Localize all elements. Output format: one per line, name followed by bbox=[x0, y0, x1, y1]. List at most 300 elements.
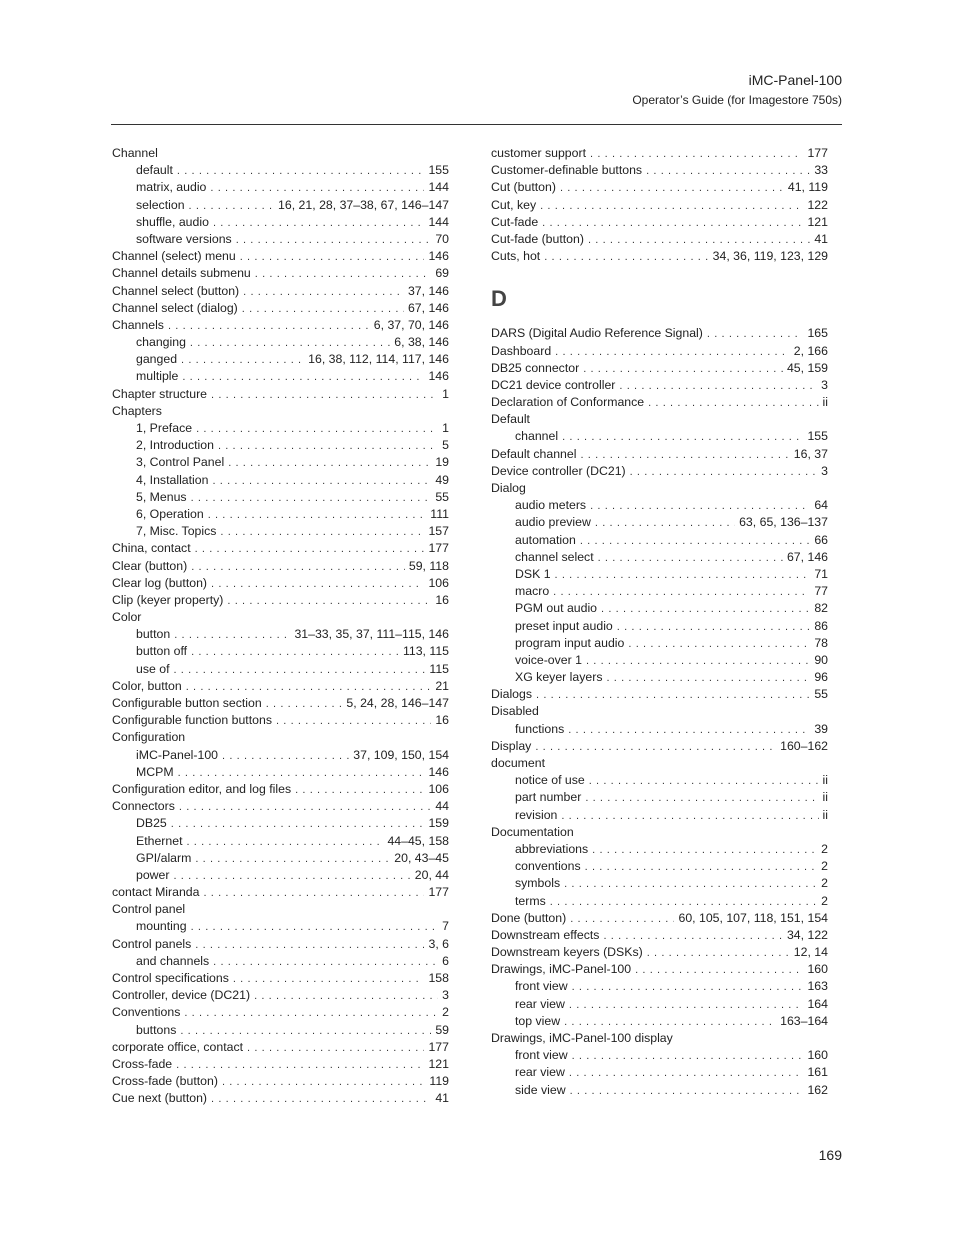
index-term: Color, button bbox=[112, 678, 182, 693]
index-subentry bbox=[112, 215, 449, 232]
index-term: Control specifications bbox=[112, 971, 229, 985]
index-term: 1, Preface bbox=[136, 421, 193, 435]
index-subentry bbox=[112, 851, 449, 868]
dot-leader bbox=[178, 767, 425, 779]
index-subentry bbox=[112, 524, 449, 541]
page-references: 77 bbox=[814, 584, 828, 599]
page-references: 122 bbox=[807, 197, 828, 212]
index-entry bbox=[491, 163, 828, 180]
index-entry bbox=[112, 404, 449, 421]
index-entry bbox=[491, 464, 828, 481]
dot-leader bbox=[236, 234, 432, 246]
index-term: iMC-Panel-100 bbox=[136, 747, 219, 762]
dot-leader bbox=[195, 543, 425, 555]
dot-leader bbox=[171, 818, 425, 830]
index-subentry bbox=[112, 455, 449, 472]
index-subentry bbox=[112, 352, 449, 369]
index-term: DSK 1 bbox=[515, 566, 551, 581]
page-references: 2 bbox=[442, 1005, 449, 1020]
index-entry bbox=[112, 301, 449, 318]
page-references: 162 bbox=[807, 1082, 828, 1097]
header-title: iMC-Panel-100 bbox=[748, 72, 842, 88]
page-references: 163 bbox=[807, 979, 828, 994]
index-term: button bbox=[136, 627, 171, 642]
index-term: Cross-fade bbox=[112, 1056, 173, 1071]
index-term: Device controller (DC21) bbox=[491, 463, 626, 478]
index-term: front view bbox=[515, 1048, 568, 1063]
index-entry bbox=[491, 962, 828, 979]
index-column-left bbox=[112, 146, 449, 1109]
dot-leader bbox=[211, 1093, 431, 1105]
dot-leader bbox=[564, 878, 817, 890]
dot-leader bbox=[598, 552, 783, 564]
index-subentry bbox=[491, 997, 828, 1014]
index-entry bbox=[491, 395, 828, 412]
dot-leader bbox=[583, 363, 783, 375]
index-entry bbox=[112, 284, 449, 301]
dot-leader bbox=[213, 956, 438, 968]
index-subentry bbox=[112, 748, 449, 765]
page-references: 160 bbox=[807, 1048, 828, 1063]
index-entry bbox=[491, 911, 828, 928]
page-references: 164 bbox=[807, 996, 828, 1011]
dot-leader bbox=[617, 621, 811, 633]
dot-leader bbox=[586, 655, 810, 667]
page-references: 115 bbox=[429, 661, 449, 676]
index-entry bbox=[491, 412, 828, 429]
index-entry bbox=[112, 782, 449, 799]
index-term: rear view bbox=[515, 996, 565, 1011]
dot-leader bbox=[174, 629, 290, 641]
page-references: 49 bbox=[435, 472, 449, 487]
page-references: 158 bbox=[428, 971, 449, 985]
page-references: 16 bbox=[435, 592, 449, 607]
page-references: 64 bbox=[814, 498, 828, 513]
index-subentry bbox=[491, 808, 828, 825]
page-references: 16, 38, 112, 114, 117, 146 bbox=[308, 352, 449, 367]
header-divider bbox=[111, 124, 842, 125]
page-references: 34, 122 bbox=[786, 927, 828, 942]
dot-leader bbox=[595, 517, 735, 529]
index-entry bbox=[112, 1005, 449, 1022]
page-references: 3 bbox=[821, 463, 828, 478]
index-entry bbox=[112, 146, 449, 163]
page-references: 44–45, 158 bbox=[387, 833, 449, 848]
index-term: Clip (keyer property) bbox=[112, 592, 224, 607]
index-subentry bbox=[112, 644, 449, 661]
page-references: 146 bbox=[428, 249, 449, 264]
index-subentry bbox=[491, 533, 828, 550]
dot-leader bbox=[218, 440, 438, 452]
dot-leader bbox=[648, 397, 818, 409]
index-subentry bbox=[112, 473, 449, 490]
index-term: Default bbox=[491, 412, 530, 427]
index-subentry bbox=[112, 180, 449, 197]
page-references: 71 bbox=[814, 566, 828, 581]
index-subentry bbox=[491, 1065, 828, 1082]
dot-leader bbox=[191, 646, 399, 658]
page-references: 3, 6 bbox=[428, 936, 449, 951]
page-references: 5, 24, 28, 146–147 bbox=[346, 696, 449, 710]
dot-leader bbox=[184, 1007, 438, 1019]
index-term: program input audio bbox=[515, 635, 625, 650]
index-subentry bbox=[112, 919, 449, 936]
page-references: 41, 119 bbox=[787, 180, 828, 195]
page-references: 16, 37 bbox=[793, 446, 828, 461]
dot-leader bbox=[592, 844, 817, 856]
dot-leader bbox=[572, 981, 804, 993]
dot-leader bbox=[555, 569, 811, 581]
index-subentry bbox=[491, 979, 828, 996]
index-subentry bbox=[112, 198, 449, 215]
index-entry bbox=[112, 541, 449, 558]
dot-leader bbox=[560, 182, 784, 194]
dot-leader bbox=[195, 939, 424, 951]
index-entry bbox=[491, 945, 828, 962]
index-entry bbox=[112, 902, 449, 919]
index-term: Chapters bbox=[112, 403, 162, 418]
dot-leader bbox=[211, 389, 438, 401]
index-term: Cue next (button) bbox=[112, 1091, 208, 1106]
index-term: Ethernet bbox=[136, 833, 183, 848]
index-term: Channel (select) menu bbox=[112, 249, 236, 264]
page-references: 41 bbox=[435, 1091, 449, 1106]
page-references: 177 bbox=[807, 146, 828, 160]
page-references: 59, 118 bbox=[408, 558, 449, 573]
page-references: 111 bbox=[430, 506, 449, 521]
dot-leader bbox=[191, 561, 405, 573]
dot-leader bbox=[555, 346, 790, 358]
dot-leader bbox=[570, 913, 674, 925]
index-subentry bbox=[112, 834, 449, 851]
dot-leader bbox=[222, 750, 349, 762]
index-term: button off bbox=[136, 644, 188, 659]
dot-leader bbox=[189, 200, 275, 212]
dot-leader bbox=[255, 268, 432, 280]
index-subentry bbox=[491, 567, 828, 584]
index-term: top view bbox=[515, 1013, 561, 1028]
index-entry bbox=[491, 198, 828, 215]
index-term: Drawings, iMC-Panel-100 display bbox=[491, 1031, 673, 1045]
index-entry bbox=[112, 1074, 449, 1091]
page-references: 161 bbox=[807, 1065, 828, 1080]
index-term: Configuration bbox=[112, 730, 186, 745]
index-entry bbox=[491, 344, 828, 361]
dot-leader bbox=[187, 836, 384, 848]
index-term: part number bbox=[515, 790, 582, 805]
index-term: Control panel bbox=[112, 902, 186, 917]
dot-leader bbox=[174, 664, 426, 676]
index-term: Configuration editor, and log files bbox=[112, 781, 292, 796]
dot-leader bbox=[589, 775, 819, 787]
dot-leader bbox=[266, 698, 343, 710]
index-subentry bbox=[491, 790, 828, 807]
index-subentry bbox=[112, 954, 449, 971]
index-term: selection bbox=[136, 197, 185, 212]
dot-leader bbox=[561, 810, 818, 822]
dot-leader bbox=[243, 286, 404, 298]
index-term: macro bbox=[515, 584, 550, 599]
dot-leader bbox=[233, 973, 425, 985]
index-term: DC21 device controller bbox=[491, 377, 616, 392]
dot-leader bbox=[580, 535, 810, 547]
dot-leader bbox=[535, 741, 776, 753]
index-subentry bbox=[112, 421, 449, 438]
index-term: Cut (button) bbox=[491, 180, 556, 195]
index-term: 5, Menus bbox=[136, 489, 187, 504]
page-references: 7 bbox=[442, 919, 449, 934]
index-term: Configurable function buttons bbox=[112, 713, 272, 728]
index-term: Connectors bbox=[112, 799, 175, 814]
index-term: MCPM bbox=[136, 764, 174, 779]
page-references: 121 bbox=[428, 1056, 449, 1071]
dot-leader bbox=[572, 1050, 804, 1062]
page-references: 146 bbox=[428, 764, 449, 779]
index-term: Channel select (button) bbox=[112, 283, 240, 298]
page-references: ii bbox=[822, 790, 828, 805]
index-subentry bbox=[491, 619, 828, 636]
index-subentry bbox=[491, 876, 828, 893]
index-subentry bbox=[491, 773, 828, 790]
index-subentry bbox=[491, 722, 828, 739]
index-subentry bbox=[112, 335, 449, 352]
dot-leader bbox=[208, 509, 427, 521]
index-column-right bbox=[491, 146, 828, 1100]
page-references: 78 bbox=[814, 635, 828, 650]
index-term: Default channel bbox=[491, 446, 577, 461]
page-references: 113, 115 bbox=[402, 644, 449, 659]
page-references: 59 bbox=[435, 1022, 449, 1037]
dot-leader bbox=[182, 371, 424, 383]
page-references: 67, 146 bbox=[407, 300, 449, 315]
dot-leader bbox=[570, 1085, 804, 1097]
dot-leader bbox=[580, 449, 789, 461]
index-term: Channel bbox=[112, 146, 158, 160]
dot-leader bbox=[553, 586, 810, 598]
index-subentry bbox=[112, 163, 449, 180]
dot-leader bbox=[186, 681, 432, 693]
page-references: 144 bbox=[428, 180, 449, 195]
index-entry bbox=[112, 679, 449, 696]
index-term: document bbox=[491, 756, 546, 770]
index-term: multiple bbox=[136, 369, 179, 384]
page-references: 2 bbox=[821, 859, 828, 874]
index-term: use of bbox=[136, 661, 170, 676]
dot-leader bbox=[585, 861, 818, 873]
dot-leader bbox=[295, 784, 424, 796]
index-term: DB25 bbox=[136, 816, 167, 831]
index-term: Cuts, hot bbox=[491, 249, 541, 264]
index-term: 7, Misc. Topics bbox=[136, 524, 217, 539]
dot-leader bbox=[204, 887, 425, 899]
page-references: 44 bbox=[435, 799, 449, 814]
dot-leader bbox=[211, 578, 424, 590]
index-entry bbox=[491, 739, 828, 756]
page-references: 177 bbox=[428, 885, 449, 900]
index-entry bbox=[112, 1040, 449, 1057]
page-references: 19 bbox=[435, 455, 449, 470]
page-references: ii bbox=[822, 807, 828, 822]
dot-leader bbox=[646, 165, 810, 177]
index-term: Chapter structure bbox=[112, 386, 208, 401]
page-references: 96 bbox=[814, 670, 828, 685]
index-term: Control panels bbox=[112, 936, 192, 951]
page-references: 6 bbox=[442, 953, 449, 968]
page-references: 63, 65, 136–137 bbox=[739, 515, 828, 530]
index-subentry bbox=[112, 507, 449, 524]
page-references: 37, 146 bbox=[407, 283, 449, 298]
index-term: preset input audio bbox=[515, 618, 613, 633]
index-subentry bbox=[491, 1048, 828, 1065]
index-term: audio meters bbox=[515, 498, 587, 513]
page-references: 67, 146 bbox=[786, 549, 828, 564]
page-references: 2 bbox=[821, 876, 828, 891]
page-references: 160–162 bbox=[780, 738, 828, 753]
index-term: revision bbox=[515, 807, 558, 822]
index-entry bbox=[491, 825, 828, 842]
index-term: Customer-definable buttons bbox=[491, 163, 643, 178]
index-subentry bbox=[112, 765, 449, 782]
index-term: conventions bbox=[515, 859, 581, 874]
page-references: 159 bbox=[428, 816, 449, 831]
index-term: DB25 connector bbox=[491, 360, 580, 375]
index-subentry bbox=[112, 816, 449, 833]
dot-leader bbox=[590, 500, 810, 512]
dot-leader bbox=[180, 1025, 431, 1037]
index-entry bbox=[112, 559, 449, 576]
index-entry bbox=[112, 387, 449, 404]
index-term: Cut-fade bbox=[491, 214, 539, 229]
index-entry bbox=[491, 180, 828, 197]
index-entry bbox=[112, 799, 449, 816]
index-subentry bbox=[491, 653, 828, 670]
dot-leader bbox=[191, 921, 439, 933]
dot-leader bbox=[168, 320, 370, 332]
dot-leader bbox=[222, 1076, 425, 1088]
index-term: Channels bbox=[112, 317, 164, 332]
page-references: 66 bbox=[814, 532, 828, 547]
page-references: 146 bbox=[428, 369, 449, 384]
index-term: 4, Installation bbox=[136, 472, 209, 487]
index-term: Channel details submenu bbox=[112, 266, 251, 281]
index-term: default bbox=[136, 163, 173, 178]
index-term: symbols bbox=[515, 876, 561, 891]
index-term: Display bbox=[491, 738, 532, 753]
index-term: terms bbox=[515, 893, 546, 908]
dot-leader bbox=[568, 724, 810, 736]
index-entry bbox=[112, 885, 449, 902]
page-references: 70 bbox=[435, 231, 449, 246]
index-term: Controller, device (DC21) bbox=[112, 988, 251, 1003]
index-group-c bbox=[491, 146, 828, 266]
index-term: XG keyer layers bbox=[515, 670, 603, 685]
index-subentry bbox=[112, 369, 449, 386]
index-group-d bbox=[491, 326, 828, 1099]
index-term: Dashboard bbox=[491, 343, 552, 358]
index-term: Color bbox=[112, 610, 142, 625]
index-term: notice of use bbox=[515, 773, 585, 788]
dot-leader bbox=[603, 930, 783, 942]
index-term: Downstream effects bbox=[491, 927, 600, 942]
dot-leader bbox=[212, 475, 431, 487]
index-subentry bbox=[491, 515, 828, 532]
index-term: matrix, audio bbox=[136, 180, 207, 195]
index-subentry bbox=[112, 662, 449, 679]
dot-leader bbox=[588, 234, 810, 246]
page-references: 155 bbox=[807, 429, 828, 444]
index-entry bbox=[491, 704, 828, 721]
index-term: PGM out audio bbox=[515, 601, 598, 616]
page-references: 6, 37, 70, 146 bbox=[373, 317, 449, 332]
page-references: 2 bbox=[821, 841, 828, 856]
index-term: Documentation bbox=[491, 824, 574, 839]
dot-leader bbox=[195, 853, 390, 865]
index-term: Channel select (dialog) bbox=[112, 300, 238, 315]
index-subentry bbox=[491, 550, 828, 567]
index-entry bbox=[112, 730, 449, 747]
dot-leader bbox=[544, 251, 708, 263]
index-term: customer support bbox=[491, 146, 587, 160]
index-subentry bbox=[491, 670, 828, 687]
page-references: 5 bbox=[442, 438, 449, 453]
page-references: 21 bbox=[435, 678, 449, 693]
index-term: Cut-fade (button) bbox=[491, 231, 584, 246]
dot-leader bbox=[254, 990, 438, 1002]
index-entry bbox=[491, 481, 828, 498]
dot-leader bbox=[177, 165, 425, 177]
dot-leader bbox=[619, 380, 817, 392]
dot-leader bbox=[191, 492, 432, 504]
page-references: 16 bbox=[435, 713, 449, 728]
page-references: 119 bbox=[429, 1074, 449, 1089]
index-subentry bbox=[491, 842, 828, 859]
dot-leader bbox=[585, 792, 818, 804]
dot-leader bbox=[176, 1059, 424, 1071]
index-entry bbox=[112, 971, 449, 988]
page-references: 60, 105, 107, 118, 151, 154 bbox=[678, 910, 828, 925]
index-entry bbox=[491, 447, 828, 464]
page-references: 2 bbox=[821, 893, 828, 908]
index-term: Configurable button section bbox=[112, 696, 262, 710]
index-entry bbox=[112, 696, 449, 713]
page-references: 163–164 bbox=[780, 1013, 828, 1028]
dot-leader bbox=[174, 870, 411, 882]
page-references: 31–33, 35, 37, 111–115, 146 bbox=[294, 627, 449, 642]
dot-leader bbox=[247, 1042, 424, 1054]
index-term: front view bbox=[515, 979, 568, 994]
page-references: ii bbox=[822, 773, 828, 788]
index-entry bbox=[491, 378, 828, 395]
section-letter: D bbox=[491, 286, 507, 312]
index-subentry bbox=[112, 490, 449, 507]
index-subentry bbox=[491, 584, 828, 601]
page-references: 69 bbox=[435, 266, 449, 281]
page-references: 12, 14 bbox=[793, 945, 828, 960]
dot-leader bbox=[569, 999, 804, 1011]
index-term: Cross-fade (button) bbox=[112, 1074, 218, 1089]
index-subentry bbox=[491, 1014, 828, 1031]
dot-leader bbox=[540, 200, 803, 212]
index-term: 3, Control Panel bbox=[136, 455, 225, 470]
dot-leader bbox=[630, 466, 818, 478]
dot-leader bbox=[550, 896, 817, 908]
dot-leader bbox=[569, 1067, 804, 1079]
dot-leader bbox=[536, 689, 810, 701]
page-references: ii bbox=[822, 395, 828, 410]
index-subentry bbox=[112, 868, 449, 885]
page-references: 177 bbox=[428, 1039, 449, 1054]
dot-leader bbox=[542, 217, 803, 229]
